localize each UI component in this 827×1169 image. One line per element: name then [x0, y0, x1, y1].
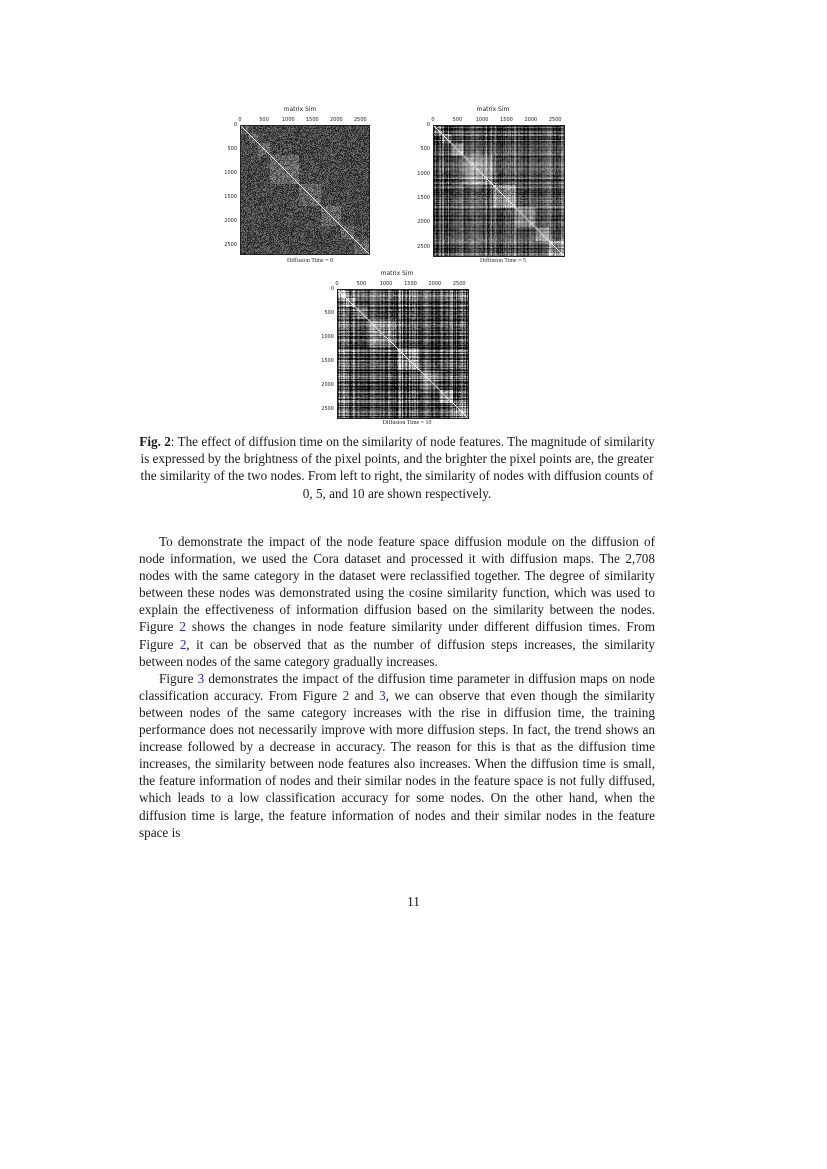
x-tick-label: 2000 [524, 117, 538, 123]
heatmap-subtitle: Diffusion Time = 5 [479, 258, 527, 264]
y-tick-label: 1000 [417, 170, 430, 177]
y-tick-label: 500 [324, 310, 334, 316]
y-tick-label: 1000 [224, 170, 237, 176]
x-tick-label: 2500 [548, 117, 562, 123]
x-tick-label: 500 [356, 281, 367, 287]
y-tick-label: 2500 [417, 243, 430, 250]
x-tick-label: 1000 [475, 117, 489, 123]
heatmap-title: matrix Sim [283, 106, 317, 113]
similarity-matrix-diffusion-10 [337, 289, 469, 419]
y-tick-label: 500 [227, 146, 237, 152]
similarity-matrix-diffusion-0 [240, 125, 370, 255]
similarity-matrix-diffusion-5 [433, 125, 565, 257]
heatmap-panel-diffusion-5 [413, 106, 573, 268]
x-tick-label: 500 [259, 117, 269, 123]
y-tick-label: 2000 [417, 219, 430, 226]
heatmap-title: matrix Sim [380, 270, 414, 277]
y-tick-label: 0 [233, 122, 237, 128]
y-tick-label: 0 [330, 286, 334, 292]
text-run: shows the changes in node feature similarity under different diffusion times. From Figure [139, 619, 656, 652]
y-tick-label: 1500 [321, 358, 334, 364]
y-tick-label: 1500 [417, 195, 430, 202]
x-tick-label: 1500 [500, 117, 513, 123]
text-run: and [349, 687, 380, 703]
y-tick-label: 0 [426, 122, 430, 128]
figure-ref-link[interactable]: 2 [179, 636, 187, 652]
text-run: , it can be observed that as the number of diffusion steps increases, the similarity between nodes of the same category gradually increases. [139, 636, 656, 669]
body-text [139, 533, 655, 841]
paragraph [139, 670, 655, 841]
x-tick-label: 1500 [306, 117, 319, 123]
heatmap-panel-diffusion-0 [220, 106, 380, 268]
figure-caption [139, 433, 655, 502]
y-tick-label: 1500 [224, 194, 237, 200]
x-tick-label: 500 [452, 117, 463, 123]
x-tick-label: 1500 [404, 281, 417, 287]
heatmap-subtitle: Diffusion Time = 10 [382, 420, 432, 426]
x-tick-label: 0 [431, 117, 435, 123]
text-run: , we can observe that even though the similarity between nodes of the same category increases with the rise in diffusion time, the training performance does not necessarily improve with more diffusion steps. In fact, the trend shows an increase followed by a decrease in accuracy. The reason for this is that as the diffusion time increases, the similarity between node features also increases. When the diffusion time is small, the feature information of nodes and their similar nodes in the feature space is not fully diffused, which leads to a low classification accuracy for some nodes. On the other hand, when the diffusion time is large, the feature information of nodes and their similar nodes in the feature space is [139, 687, 655, 840]
figure-ref-link[interactable]: 3 [379, 687, 386, 703]
x-tick-label: 1000 [282, 117, 295, 123]
y-tick-label: 500 [420, 146, 430, 153]
figure-ref-link[interactable]: 2 [342, 687, 350, 703]
x-tick-label: 1000 [379, 281, 393, 287]
paragraph [139, 533, 655, 670]
x-tick-label: 2500 [452, 281, 466, 287]
x-tick-label: 2500 [354, 117, 367, 123]
x-tick-label: 0 [335, 281, 339, 287]
heatmap-subtitle: Diffusion Time = 0 [286, 258, 334, 264]
y-tick-label: 2500 [224, 242, 237, 248]
caption-text: : The effect of diffusion time on the similarity of node features. The magnitude of similarity is expressed by the brightness of the pixel points, and the brighter the pixel points are, the greater the similarity of the two nodes. From left to right, the similarity of nodes with diffusion counts of 0, 5, and 10 are shown respectively. [140, 434, 655, 501]
heatmap-title: matrix Sim [476, 106, 510, 113]
x-tick-label: 2000 [330, 117, 343, 123]
figure-ref-link[interactable]: 2 [179, 619, 186, 635]
y-tick-label: 1000 [321, 334, 334, 340]
caption-label: Fig. 2 [139, 434, 171, 449]
text-run: To demonstrate the impact of the node feature space diffusion module on the diffusion of node information, we used the Cora dataset and processed it with diffusion maps. The 2,708 nodes with the same category in the dataset were reclassified together. The degree of similarity between these nodes was demonstrated using the cosine similarity function, which was used to explain the effectiveness of information diffusion based on the similarity between the nodes. Figure [139, 534, 655, 635]
y-tick-label: 2000 [321, 382, 334, 388]
text-run: demonstrates the impact of the diffusion time parameter in diffusion maps on node classification accuracy. From Figure [139, 670, 655, 703]
heatmap-panel-diffusion-10 [317, 270, 477, 432]
x-tick-label: 2000 [428, 281, 442, 287]
page-number: 11 [407, 894, 420, 909]
text-run: Figure [159, 670, 198, 686]
y-tick-label: 2000 [224, 218, 237, 224]
figure-ref-link[interactable]: 3 [197, 670, 205, 686]
x-tick-label: 0 [238, 117, 242, 123]
y-tick-label: 2500 [321, 406, 334, 412]
